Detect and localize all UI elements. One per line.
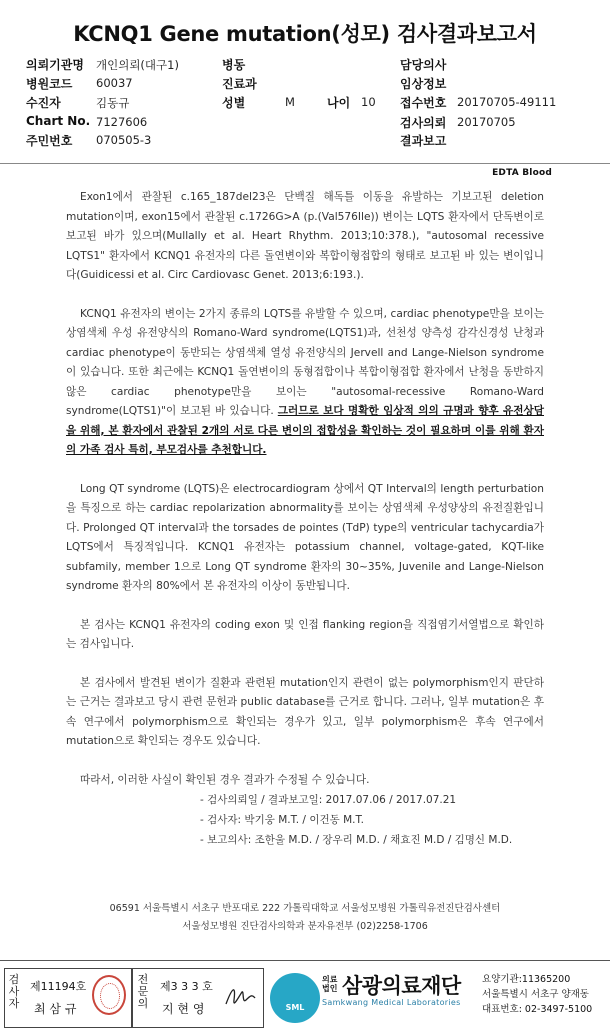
lab-address-line1: 06591 서울특별시 서초구 반포대로 222 가톨릭대학교 서울성모병원 가톨릭유전진단검사센터: [109, 903, 501, 914]
lab-address-line2: 서울성모병원 진단검사의학과 분자유전부 (02)2258-1706: [182, 921, 428, 932]
chart-value: 7127606: [96, 115, 148, 129]
tester-vertical-label: 검사자: [8, 973, 20, 1010]
hospital-code-label: 병원코드: [26, 77, 73, 91]
rrn-value: 070505-3: [96, 133, 152, 147]
signature-icon: [222, 978, 258, 1014]
specimen-type: EDTA Blood: [492, 168, 552, 178]
sex-value: M: [285, 95, 295, 109]
institution-label: 의뢰기관명: [26, 58, 84, 72]
chart-label: Chart No.: [26, 114, 91, 128]
tester-license: 제11194호: [30, 980, 87, 993]
foundation-address: 서울특별시 서초구 양재동: [482, 989, 589, 1000]
signoff-testers: - 검사자: 박기웅 M.T. / 이건동 M.T.: [200, 814, 364, 826]
request-label: 검사의뢰: [400, 116, 447, 130]
paragraph-kcnq1-background: [66, 305, 544, 461]
receipt-label: 접수번호: [400, 96, 447, 110]
dept-label: 진료과: [222, 77, 257, 91]
footer-divider: [0, 960, 610, 961]
foundation-contact: [482, 972, 592, 1017]
recommendation-text: 그러므로 보다 명확한 임상적 의의 규명과 향후 유전상담을 위해, 본 환자에서 관찰된 2개의 서로 다른 변이의 접합성을 확인하는 것이 필요하며 이를 위해 환자의 가족 검사 특히, 부모검사를 추천합니다.: [66, 405, 544, 456]
report-label: 결과보고: [400, 134, 447, 148]
institution-code: 요양기관:11365200: [482, 974, 571, 985]
signoff-dates: - 검사의뢰일 / 결과보고일: 2017.07.06 / 2017.07.21: [200, 794, 457, 806]
ward-label: 병동: [222, 58, 246, 72]
institution-value: 개인의뢰(대구1): [96, 58, 179, 72]
foundation-type-line1: 의료: [322, 975, 338, 984]
lab-address: [0, 900, 610, 936]
age-label: 나이: [327, 96, 351, 110]
age-value: 10: [361, 95, 376, 109]
receipt-value: 20170705-49111: [457, 95, 557, 109]
paragraph-disclaimer: 본 검사에서 발견된 변이가 질환과 관련된 mutation인지 관련이 없는 polymorphism인지 판단하는 근거는 결과보고 당시 관련 문헌과 public database를 근거로 합니다. 그러나, 일부 mutation은 후속 연구에서 polymorphism으로 확인되는 경우가 있고, 일부 polymorphism은 후속 연구에서 mutation으로 확인되는 경우도 있습니다.: [66, 676, 544, 747]
tester-seal-icon: [92, 975, 126, 1015]
header-divider: [0, 163, 610, 164]
report-title: KCNQ1 Gene mutation(성모) 검사결과보고서: [73, 22, 537, 46]
tester-name: 최 삼 규: [34, 1002, 77, 1016]
sex-label: 성별: [222, 96, 246, 110]
clinical-info-label: 임상정보: [400, 77, 447, 91]
sml-logo-text: SML: [285, 1003, 305, 1012]
paragraph-variant-findings: Exon1에서 관찰된 c.165_187del23은 단백질 해독틀 이동을 유발하는 기보고된 deletion mutation이며, exon15에서 관찰된 c.1726G>A (p.(Val576Ile)) 변이는 LQTS 환자에서 단독변이로 보고된 바가 있으며(Mullally et al. Heart Rhythm. 2013;10:378.), "autosomal recessive LQTS1" 환자에서 KCNQ1 유전자의 다른 돌연변이와 복합이형접합의 형태로 보고된 바 있는 변이입니다(Guidicessi et al. Circ Cardiovasc Genet. 2013;6:193.).: [66, 191, 544, 281]
paragraph-revision-note: 따라서, 이러한 사실이 확인된 경우 결과가 수정될 수 있습니다.: [80, 773, 370, 786]
report-body: [66, 188, 544, 809]
foundation-type: [322, 975, 337, 993]
sml-logo-icon: [270, 973, 320, 1023]
foundation-english-name: Samkwang Medical Laboratories: [322, 998, 461, 1007]
rrn-label: 주민번호: [26, 134, 73, 148]
signoff-reporters: - 보고의사: 조한울 M.D. / 장우리 M.D. / 채효진 M.D / 김명신 M.D.: [200, 834, 513, 846]
foundation-name: 삼광의료재단: [342, 974, 461, 998]
paragraph-lqts: Long QT syndrome (LQTS)은 electrocardiogram 상에서 QT Interval의 length perturbation을 특징으로 하는 cardiac repolarization abnormality를 보이는 상염색체 우성양상의 유전질환입니다. Prolonged QT interval과 the torsades de pointes (TdP) type의 ventricular tachycardia가 LQTS에서 특징적입니다. KCNQ1 유전자는 potassium channel, voltage-gated, KQT-like subfamily, member 1으로 Long QT syndrome 환자의 30~35%, Juvenile and Lange-Nielson syndrome 환자의 80%에서 본 유전자의 이상이 동반됩니다.: [66, 482, 544, 592]
foundation-type-line2: 법인: [322, 984, 338, 993]
request-value: 20170705: [457, 115, 516, 129]
doctor-label: 담당의사: [400, 58, 447, 72]
patient-label: 수진자: [26, 96, 61, 110]
signoff-block: [200, 790, 512, 850]
patient-value: 김동규: [96, 96, 130, 110]
hospital-code-value: 60037: [96, 76, 133, 90]
specialist-license: 제3 3 3 호: [160, 980, 213, 993]
specialist-name: 지 현 영: [162, 1002, 205, 1016]
kcnq1-background-text: KCNQ1 유전자의 변이는 2가지 종류의 LQTS를 유발할 수 있으며, cardiac phenotype만을 보이는 상염색체 우성 유전양식의 Romano-Ward syndrome(LQTS1)과, 선천성 양측성 감각신경성 난청과 cardiac phenotype이 동반되는 상염색체 열성 유전양식의 Jervell and Lange-Nielson syndrome이 있습니다. 또한 최근에는 KCNQ1 돌연변이의 동형접합이나 복합이형접합 환자에서 난청을 동반하지 않은 cardiac phenotype만을 보이는 "autosomal-recessive Romano-Ward syndrome(LQTS1)"이 보고된 바 있습니다.: [66, 307, 544, 417]
foundation-phone: 대표번호: 02-3497-5100: [482, 1004, 593, 1015]
specialist-vertical-label: 전문의: [137, 973, 149, 1010]
paragraph-method: 본 검사는 KCNQ1 유전자의 coding exon 및 인접 flanking region을 직접염기서열법으로 확인하는 검사입니다.: [66, 618, 544, 650]
